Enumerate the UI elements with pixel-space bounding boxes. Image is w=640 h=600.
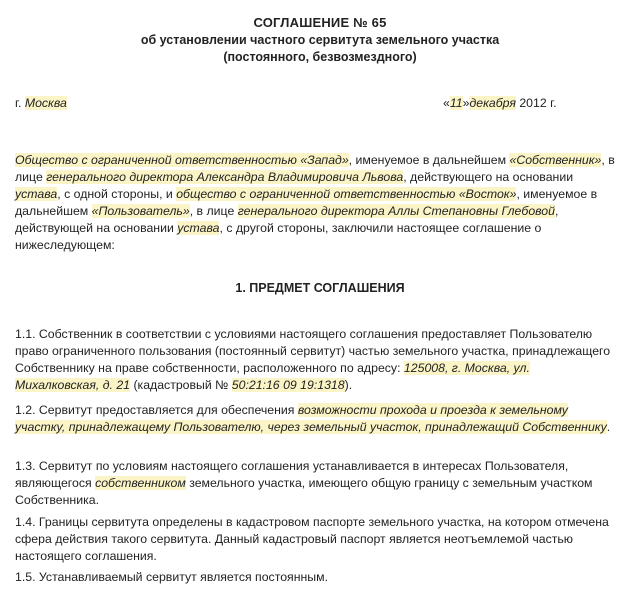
clause-1-1: [15, 326, 615, 394]
clause-1-4: 1.4. Границы сервитута определены в кадастровом паспорте земельного участка, на котором отмечена сфера действия такого сервитута. Данный кадастровый паспорт является неотъемлемой частью настоящего соглашения.: [15, 515, 609, 563]
document-subtitle-2: (постоянного, безвозмездного): [223, 50, 417, 64]
city: Москва: [24, 96, 67, 110]
text: , именуемое в дальнейшем: [348, 153, 510, 167]
text: , с другой стороны, заключили настоящее соглашение о нижеследующем:: [15, 221, 542, 252]
party-1-alias: «Собственник»: [509, 153, 602, 167]
servitude-purpose: возможности прохода и проезда к земельному участку, принадлежащему Пользователю, через земельный участок, принадлежащий Собственнику: [15, 403, 607, 434]
cadastral-number: 50:21:16 09 19:1318: [231, 378, 345, 392]
date-day: 11: [449, 96, 463, 110]
party-2-basis: устава: [177, 221, 220, 235]
date-quote-open: «: [443, 96, 450, 110]
date-month: декабря: [469, 96, 516, 110]
clause-1-5: 1.5. Устанавливаемый сервитут является постоянным.: [15, 570, 328, 584]
document-subtitle: об установлении частного сервитута земельного участка: [140, 33, 500, 47]
place-prefix: г.: [15, 96, 25, 110]
text: , в лице: [189, 204, 238, 218]
text: , с одной стороны, и: [57, 187, 177, 201]
clause-1-3: [15, 458, 615, 509]
document-title: [0, 15, 640, 30]
address: 125008, г. Москва, ул. Михалковская, д. 21: [15, 361, 530, 392]
text: 1.2. Сервитут предоставляется для обеспечения: [15, 403, 298, 417]
text: , действующей на основании: [15, 204, 559, 235]
intro-paragraph: [15, 152, 615, 254]
user-status: собственником: [95, 476, 186, 490]
party-2-name: общество с ограниченной ответственностью «Восток»: [176, 187, 517, 201]
text: земельного участка, имеющего общую границу с земельным участком Собственника.: [15, 476, 593, 507]
section-1-heading: 1. ПРЕДМЕТ СОГЛАШЕНИЯ: [235, 281, 405, 295]
text: , именуемое в дальнейшем: [15, 187, 598, 218]
text: , действующего на основании: [403, 170, 574, 184]
party-1-director: генерального директора Александра Владимировича Львова: [46, 170, 404, 184]
text: (кадастровый №: [130, 378, 232, 392]
place-line: [15, 96, 67, 110]
title-text: СОГЛАШЕНИЕ №: [253, 15, 372, 30]
text: 1.3. Сервитут по условиям настоящего соглашения устанавливается в интересах Пользователя, являющегося: [15, 459, 569, 490]
date-year: 2012 г.: [515, 96, 557, 110]
date-line: [443, 96, 557, 110]
text: .: [606, 420, 611, 434]
text: ).: [344, 378, 353, 392]
party-2-director: генерального директора Аллы Степановны Глебовой: [237, 204, 555, 218]
text: 1.1. Собственник в соответствии с условиями настоящего соглашения предоставляет Пользователю право ограниченного пользования (постоянный сервитут) частью земельного участка, принадлежащего Собственнику на праве собственности, расположенного по адресу:: [15, 327, 611, 375]
agreement-number: 65: [371, 15, 387, 30]
party-1-name: Общество с ограниченной ответственностью «Запад»: [15, 153, 349, 167]
date-quote-close: »: [462, 96, 470, 110]
text: , в лице: [15, 153, 615, 184]
party-2-alias: «Пользователь»: [91, 204, 190, 218]
clause-1-2: [15, 402, 615, 436]
party-1-basis: устава: [15, 187, 58, 201]
